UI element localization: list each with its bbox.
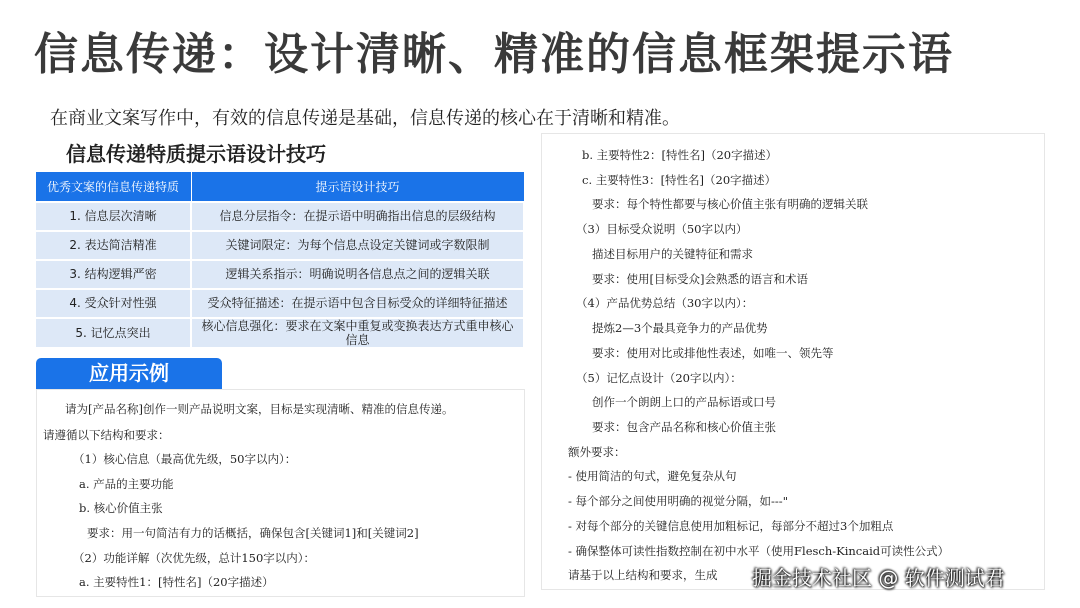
table-cell-trait: 3. 结构逻辑严密 <box>35 260 191 289</box>
example-line: （2）功能详解（次优先级，总计150字以内）： <box>73 551 316 565</box>
tips-table <box>34 171 525 349</box>
table-header-row <box>35 172 524 202</box>
example-line: 要求：使用对比或排他性表述，如唯一、领先等 <box>592 346 834 360</box>
example-line: 请基于以上结构和要求，生成 <box>568 568 718 582</box>
example-line: （5）记忆点设计（20字以内）： <box>576 371 742 385</box>
example-line: - 确保整体可读性指数控制在初中水平（使用Flesch-Kincaid可读性公式） <box>568 544 950 558</box>
example-line: 要求：用一句简洁有力的话概括，确保包含[关键词1]和[关键词2] <box>87 526 419 540</box>
table-cell-technique: 受众特征描述：在提示语中包含目标受众的详细特征描述 <box>191 289 524 318</box>
example-line: b. 主要特性2：[特性名]（20字描述） <box>582 148 778 162</box>
table-row <box>35 231 524 260</box>
example-line: 要求：每个特性都要与核心价值主张有明确的逻辑关联 <box>592 197 868 211</box>
example-line: b. 核心价值主张 <box>79 501 163 515</box>
example-line: 创作一个朗朗上口的产品标语或口号 <box>592 395 776 409</box>
example-line: 额外要求： <box>568 445 626 459</box>
example-line: - 使用简洁的句式，避免复杂从句 <box>568 469 737 483</box>
table-cell-trait: 2. 表达简洁精准 <box>35 231 191 260</box>
table-cell-trait: 5. 记忆点突出 <box>35 318 191 348</box>
page-title: 信息传递：设计清晰、精准的信息框架提示语 <box>34 29 954 80</box>
table-row <box>35 202 524 231</box>
intro-text: 在商业文案写作中，有效的信息传递是基础，信息传递的核心在于清晰和精准。 <box>50 108 680 129</box>
table-cell-technique: 关键词限定：为每个信息点设定关键词或字数限制 <box>191 231 524 260</box>
example-line: （1）核心信息（最高优先级，50字以内）： <box>73 452 297 466</box>
example-line: 要求：包含产品名称和核心价值主张 <box>592 420 776 434</box>
example-line: 请遵循以下结构和要求： <box>43 428 170 442</box>
example-line: - 对每个部分的关键信息使用加粗标记，每部分不超过3个加粗点 <box>568 519 894 533</box>
table-row <box>35 318 524 348</box>
example-line: 描述目标用户的关键特征和需求 <box>592 247 753 261</box>
table-cell-trait: 1. 信息层次清晰 <box>35 202 191 231</box>
table-cell-technique: 逻辑关系指示：明确说明各信息点之间的逻辑关联 <box>191 260 524 289</box>
watermark: 掘金技术社区 @ 软件测试君 <box>752 566 1005 590</box>
example-panel-right <box>541 133 1045 590</box>
example-line: a. 主要特性1：[特性名]（20字描述） <box>79 575 274 589</box>
table-cell-technique: 信息分层指令：在提示语中明确指出信息的层级结构 <box>191 202 524 231</box>
example-panel-left <box>36 389 525 597</box>
example-line: 提炼2—3个最具竞争力的产品优势 <box>592 321 768 335</box>
table-title: 信息传递特质提示语设计技巧 <box>66 142 326 166</box>
example-tab: 应用示例 <box>36 358 222 389</box>
table-row <box>35 260 524 289</box>
example-line: 要求：使用[目标受众]会熟悉的语言和术语 <box>592 272 808 286</box>
table-cell-trait: 4. 受众针对性强 <box>35 289 191 318</box>
example-line: c. 主要特性3：[特性名]（20字描述） <box>582 173 777 187</box>
example-line: 请为[产品名称]创作一则产品说明文案，目标是实现清晰、精准的信息传递。 <box>65 402 454 416</box>
example-line: a. 产品的主要功能 <box>79 477 174 491</box>
table-header-trait: 优秀文案的信息传递特质 <box>35 172 191 202</box>
table-row <box>35 289 524 318</box>
table-header-technique: 提示语设计技巧 <box>191 172 524 202</box>
example-line: （4）产品优势总结（30字以内）： <box>576 296 754 310</box>
example-line: - 每个部分之间使用明确的视觉分隔，如---" <box>568 494 788 508</box>
table-cell-technique: 核心信息强化：要求在文案中重复或变换表达方式重申核心信息 <box>191 318 524 348</box>
example-line: （3）目标受众说明（50字以内） <box>576 222 748 236</box>
